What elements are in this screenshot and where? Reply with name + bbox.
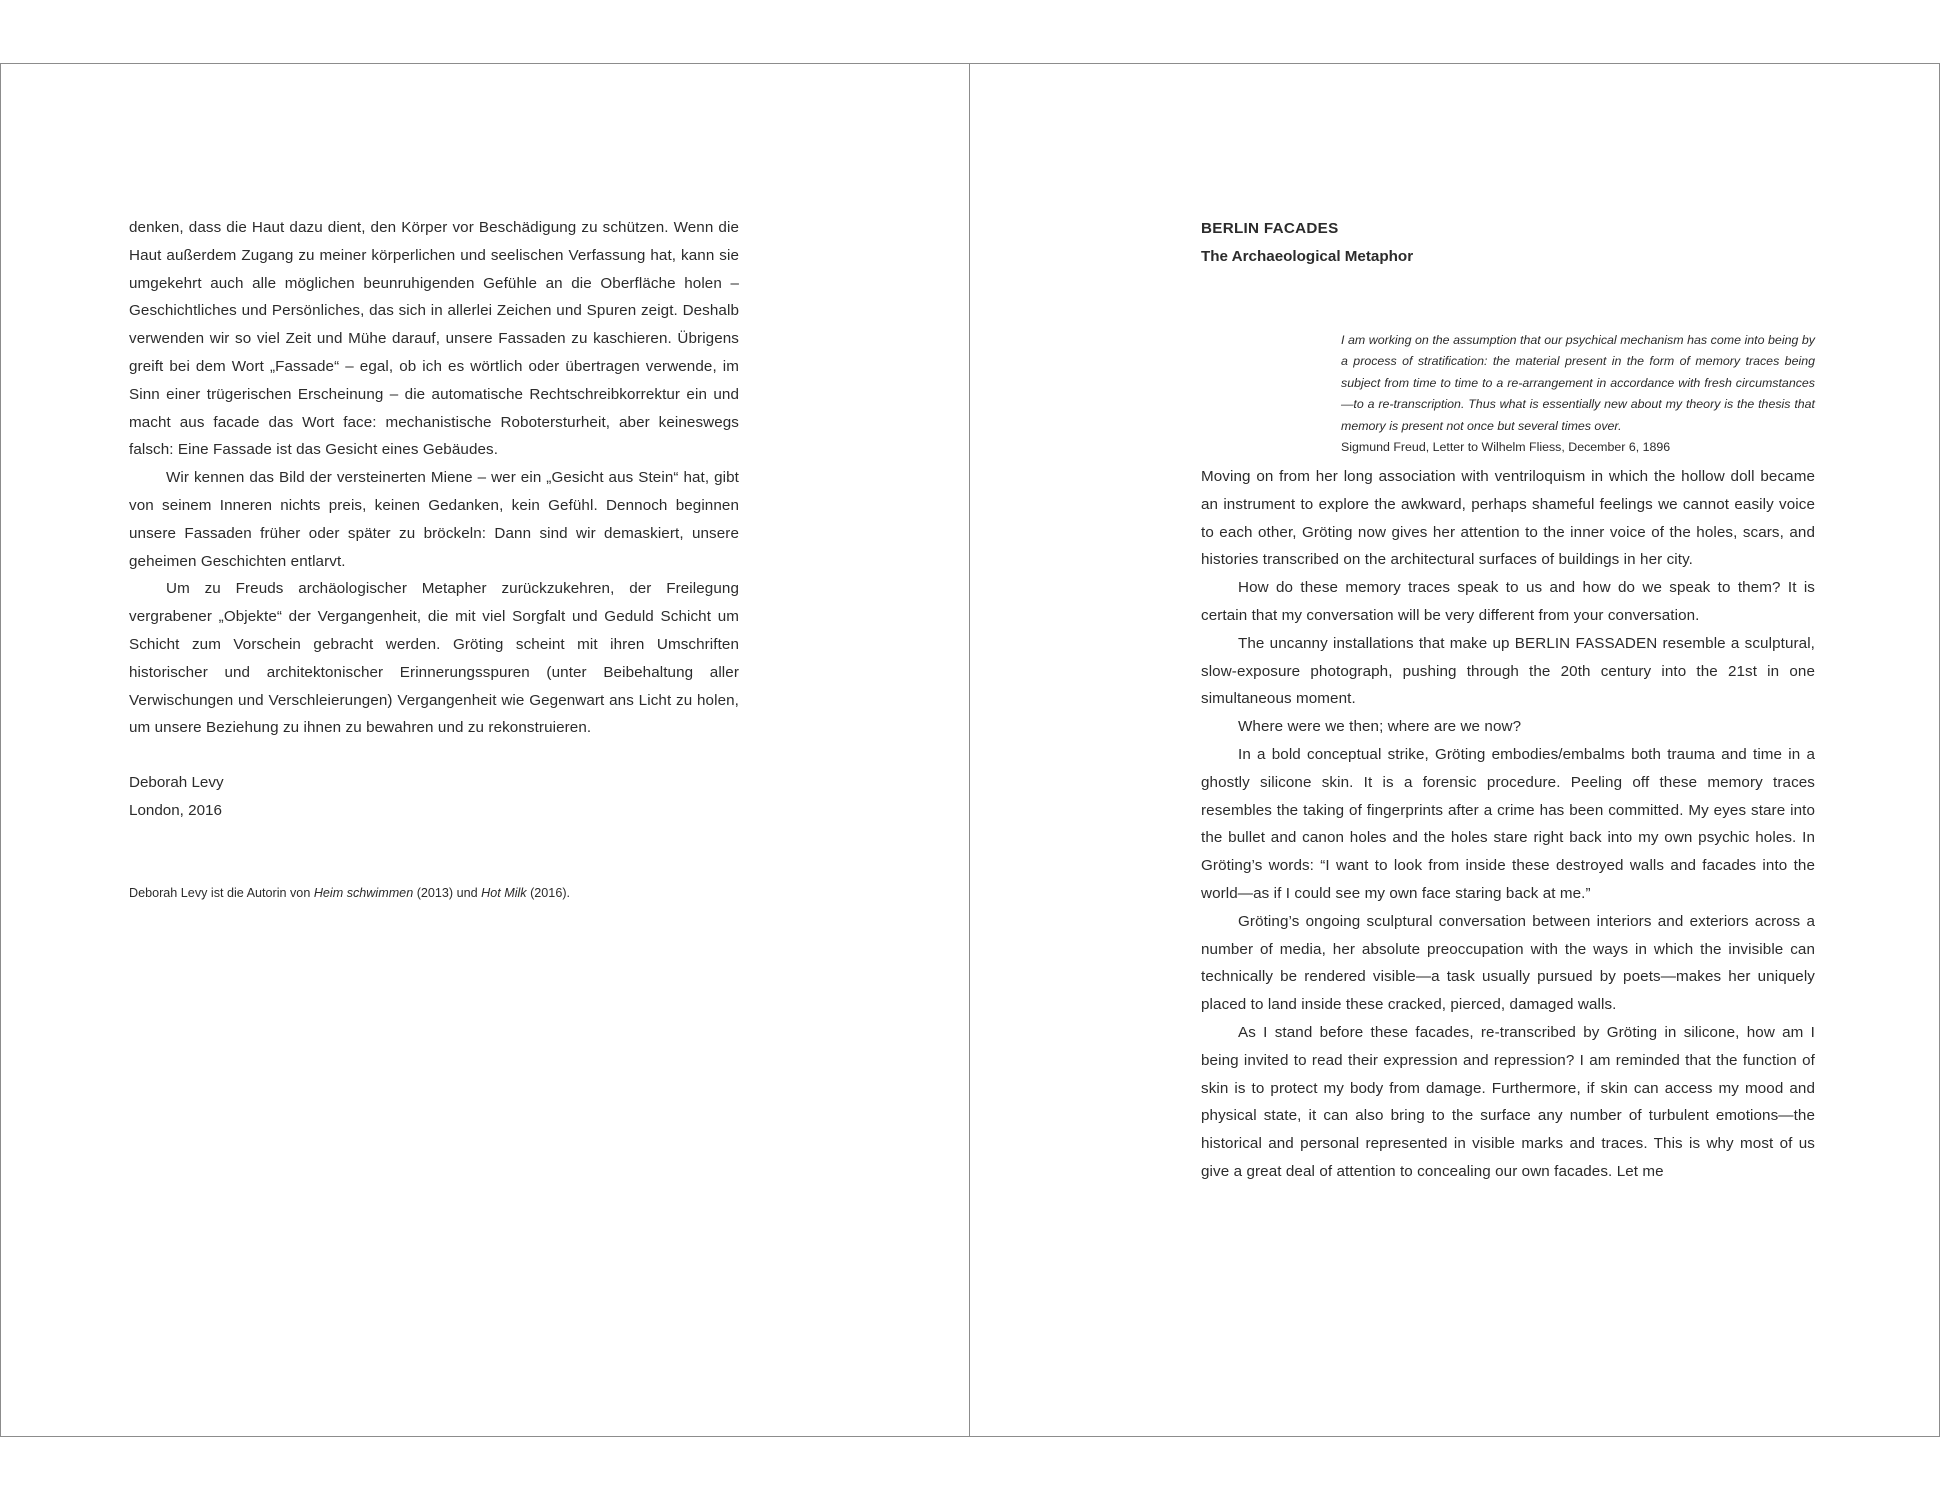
bio-middle: (2013) und xyxy=(413,886,482,900)
left-paragraph-2: Wir kennen das Bild der versteinerten Miene – wer ein „Gesicht aus Stein“ hat, gibt von seinem Inneren nichts preis, keinen Gedanken, kein Gefühl. Dennoch beginnen unsere Fassaden früher oder später zu bröckeln: Dann sind wir demaskiert, unsere geheimen Geschichten entlarvt. xyxy=(129,469,739,570)
bio-suffix: (2016). xyxy=(526,886,571,900)
signature-place-date: London, 2016 xyxy=(129,801,222,819)
bio-book-2: Hot Milk xyxy=(481,886,527,900)
right-paragraph-3: The uncanny installations that make up BERLIN FASSADEN resemble a sculptural, slow-exposure photograph, pushing through the 20th century into the 21st in one simultaneous moment. xyxy=(1201,634,1815,708)
bio-book-1: Heim schwimmen xyxy=(313,886,414,900)
author-signature xyxy=(129,769,224,825)
author-bio xyxy=(129,883,570,903)
chapter-heading: BERLIN FACADES xyxy=(1201,220,1339,237)
right-paragraph-2: How do these memory traces speak to us and how do we speak to them? It is certain that my conversation will be very different from your conversation. xyxy=(1201,579,1815,624)
page-gutter xyxy=(969,63,970,1437)
right-page-body xyxy=(1201,463,1815,1186)
left-paragraph-1: denken, dass die Haut dazu dient, den Körper vor Beschädigung zu schützen. Wenn die Haut außerdem Zugang zu meiner körperlichen und seelischen Verfassung hat, kann sie umgekehrt auch alle möglichen beunruhigenden Gefühle an die Oberfläche holen – Geschichtliches und Persönliches, das sich in allerlei Zeichen und Spuren zeigt. Deshalb verwenden wir so viel Zeit und Mühe darauf, unsere Fassaden zu kaschieren. Übrigens greift bei dem Wort „Fassade“ – egal, ob ich es wörtlich oder übertragen verwende, im Sinn einer trügerischen Erscheinung – die automatische Rechtschreibkorrektur ein und macht aus facade das Wort face: mechanistische Robotersturheit, aber keineswegs falsch: Eine Fassade ist das Gesicht eines Gebäudes. xyxy=(129,219,739,459)
right-paragraph-6: Gröting’s ongoing sculptural conversation between interiors and exteriors across a number of media, her absolute preoccupation with the ways in which the invisible can technically be rendered visible—a task usually pursued by poets—makes her uniquely placed to land inside these cracked, pierced, damaged walls. xyxy=(1201,912,1815,1014)
epigraph-quote: I am working on the assumption that our psychical mechanism has come into being by a process of stratification: the material present in the form of memory traces being subject from time to time to a re-arrangement in accordance with fresh circumstances—to a re-transcription. Thus what is essentially new about my theory is the thesis that memory is present not once but several times over. xyxy=(1341,333,1815,433)
right-paragraph-1: Moving on from her long association with ventriloquism in which the hollow doll became an instrument to explore the awkward, perhaps shameful feelings we cannot easily voice to each other, Gröting now gives her attention to the inner voice of the holes, scars, and histories transcribed on the architectural surfaces of buildings in her city. xyxy=(1201,468,1815,569)
right-paragraph-7: As I stand before these facades, re-transcribed by Gröting in silicone, how am I being invited to read their expression and repression? I am reminded that the function of skin is to protect my body from damage. Furthermore, if skin can access my mood and physical state, it can also bring to the surface any number of turbulent emotions—the historical and personal represented in visible marks and traces. This is why most of us give a great deal of attention to concealing our own facades. Let me xyxy=(1201,1023,1815,1180)
left-page-body xyxy=(129,214,739,742)
epigraph xyxy=(1341,330,1815,458)
right-paragraph-4: Where were we then; where are we now? xyxy=(1238,718,1522,736)
bio-prefix: Deborah Levy ist die Autorin von xyxy=(129,886,314,900)
epigraph-source: Sigmund Freud, Letter to Wilhelm Fliess, December 6, 1896 xyxy=(1341,440,1671,455)
chapter-subheading: The Archaeological Metaphor xyxy=(1201,248,1414,265)
signature-name: Deborah Levy xyxy=(129,774,224,791)
right-paragraph-5: In a bold conceptual strike, Gröting embodies/embalms both trauma and time in a ghostly silicone skin. It is a forensic procedure. Peeling off these memory traces resembles the taking of fingerprints after a crime has been committed. My eyes stare into the bullet and canon holes and the holes stare right back into my own psychic holes. In Gröting’s words: “I want to look from inside these destroyed walls and facades into the world—as if I could see my own face staring back at me.” xyxy=(1201,745,1815,902)
left-paragraph-3: Um zu Freuds archäologischer Metapher zurückzukehren, der Freilegung vergrabener „Objekte“ der Vergangenheit, die mit viel Sorgfalt und Geduld Schicht um Schicht zum Vorschein gebracht werden. Gröting scheint mit ihren Umschriften historischer und architektonischer Erinnerungsspuren (unter Beibehaltung aller Verwischungen und Verschleierungen) Vergangenheit wie Gegenwart ans Licht zu holen, um unsere Beziehung zu ihnen zu bewahren und zu rekonstruieren. xyxy=(129,580,739,737)
